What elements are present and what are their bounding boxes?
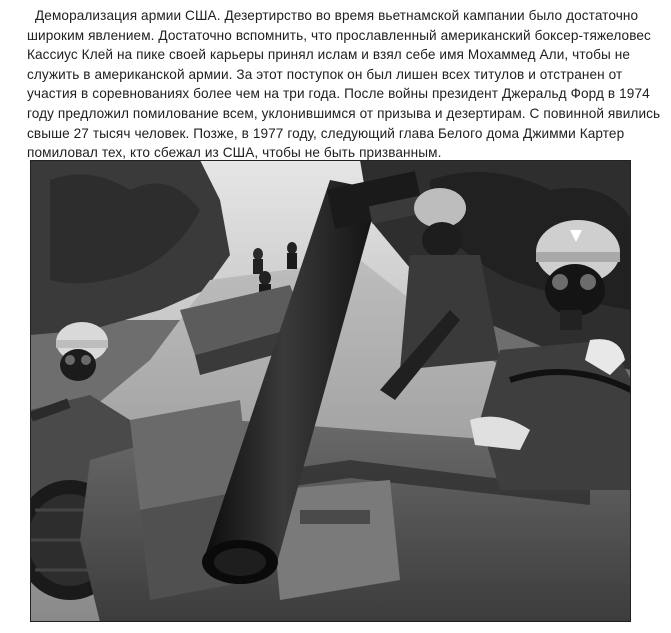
war-photo (30, 160, 631, 622)
article-paragraph: Деморализация армии США. Дезертирство во время вьетнамской кампании было достаточно широким явлением. Достаточно вспомнить, что прославленный американский боксер-тяжеловес Кассиус Клей на пике своей карьеры принял ислам и взял себе имя Мохаммед Али, чтобы не служить в американской армии. За этот поступок он был лишен всех титулов и отстранен от участия в соревнованиях более чем на три года. После войны президент Джеральд Форд в 1974 году предложил помилование всем, уклонившимся от призыва и дезертирам. С повинной явились свыше 27 тысяч человек. Позже, в 1977 году, следующий глава Белого дома Джимми Картер помиловал тех, кто сбежал из США, чтобы не быть призванным. (27, 8, 661, 161)
war-photo-illustration (30, 160, 631, 622)
